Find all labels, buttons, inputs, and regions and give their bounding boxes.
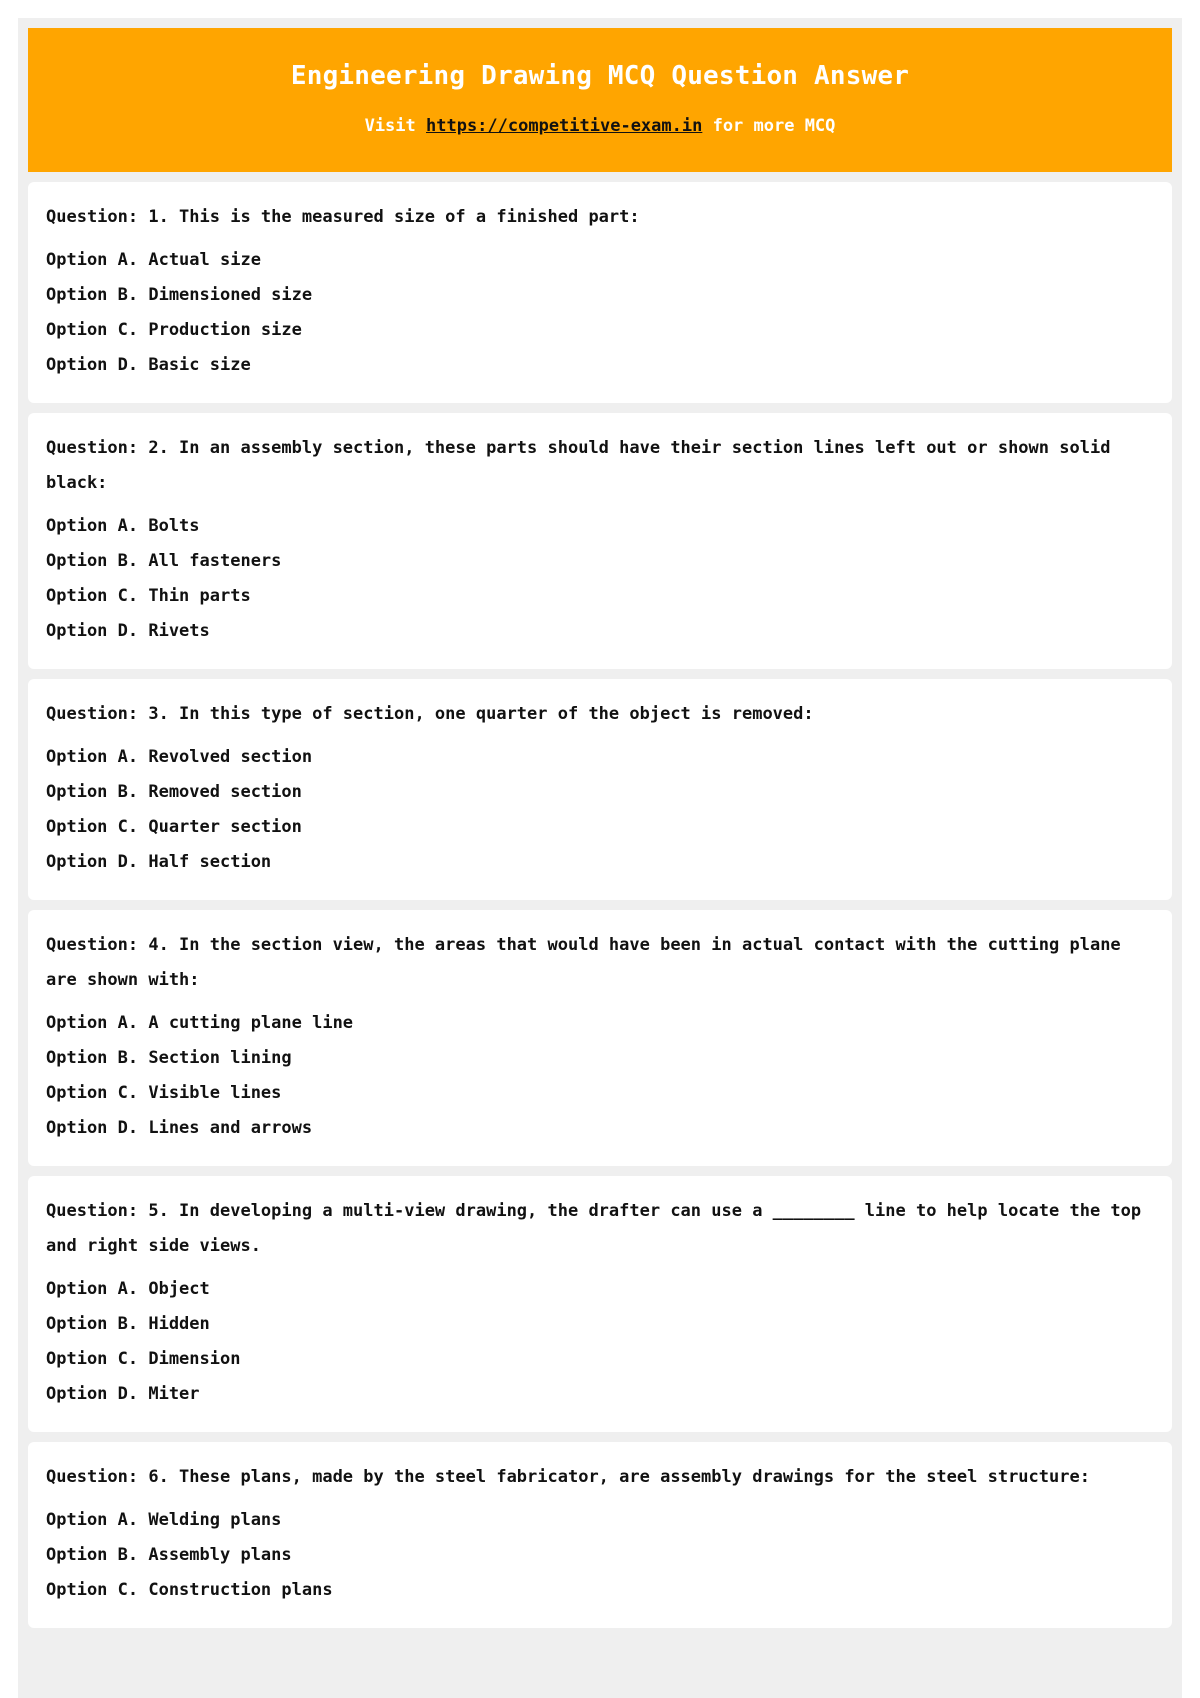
option-d: Option D. Half section (46, 852, 272, 872)
question-text: Question: 4. In the section view, the areas that would have been in actual contact with the cutting plane are shown with: (46, 935, 1121, 990)
question-text: Question: 5. In developing a multi-view drawing, the drafter can use a ________ line to help locate the top and right side views. (46, 1201, 1142, 1256)
option-b: Option B. Assembly plans (46, 1545, 292, 1565)
option-c: Option C. Thin parts (46, 586, 251, 606)
option-d: Option D. Rivets (46, 621, 210, 641)
option-c: Option C. Quarter section (46, 817, 302, 837)
option-d: Option D. Lines and arrows (46, 1118, 313, 1138)
question-card-5 (28, 1176, 1172, 1432)
visit-prefix: Visit (364, 116, 426, 136)
question-card-4 (28, 910, 1172, 1166)
visit-line (28, 116, 1172, 136)
question-text: Question: 1. This is the measured size of a finished part: (46, 207, 640, 227)
question-text: Question: 2. In an assembly section, these parts should have their section lines left out or shown solid black: (46, 438, 1111, 493)
question-card-6 (28, 1442, 1172, 1628)
option-a: Option A. Welding plans (46, 1510, 282, 1530)
question-list (28, 182, 1172, 1638)
option-a: Option A. Bolts (46, 516, 200, 536)
option-a: Option A. Revolved section (46, 747, 313, 767)
option-c: Option C. Production size (46, 320, 302, 340)
option-a: Option A. A cutting plane line (46, 1013, 354, 1033)
question-text: Question: 3. In this type of section, one quarter of the object is removed: (46, 704, 814, 724)
option-b: Option B. Section lining (46, 1048, 292, 1068)
option-c: Option C. Visible lines (46, 1083, 282, 1103)
question-card-1 (28, 182, 1172, 403)
page-title: Engineering Drawing MCQ Question Answer (290, 61, 910, 91)
site-link[interactable]: https://competitive-exam.in (426, 116, 703, 136)
page-frame (18, 18, 1182, 1698)
option-b: Option B. Dimensioned size (46, 285, 313, 305)
option-a: Option A. Actual size (46, 250, 261, 270)
page-header (28, 28, 1172, 172)
question-card-2 (28, 413, 1172, 669)
question-text: Question: 6. These plans, made by the steel fabricator, are assembly drawings for the steel structure: (46, 1467, 1090, 1487)
question-card-3 (28, 679, 1172, 900)
option-d: Option D. Basic size (46, 355, 251, 375)
option-b: Option B. All fasteners (46, 551, 282, 571)
option-b: Option B. Removed section (46, 782, 302, 802)
option-d: Option D. Miter (46, 1384, 200, 1404)
option-c: Option C. Dimension (46, 1349, 241, 1369)
option-c: Option C. Construction plans (46, 1580, 333, 1600)
option-b: Option B. Hidden (46, 1314, 210, 1334)
visit-suffix: for more MCQ (702, 116, 836, 136)
option-a: Option A. Object (46, 1279, 210, 1299)
